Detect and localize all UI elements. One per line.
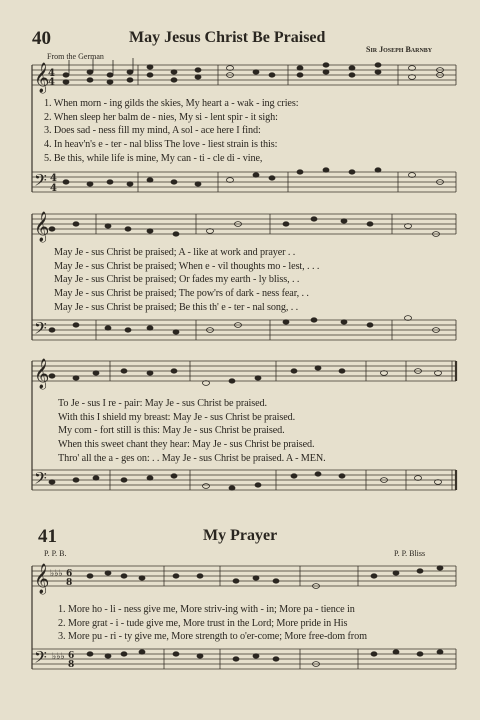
lyric-line: May Je - sus Christ be praised; Or fades my earth - ly bliss, . . [54, 274, 300, 286]
lyric-line: 1. More ho - li - ness give me, More striv-ing with - in; More pa - tience in [58, 604, 355, 615]
svg-text:6: 6 [68, 651, 75, 661]
lyric-line: 4. In heav'n's e - ter - nal bliss The love - liest strain is this: [44, 139, 278, 151]
hymn-number: 41 [38, 526, 57, 547]
lyric-line: 5. Be this, while life is mine, My can - ti - cle di - vine, [44, 152, 263, 164]
svg-text:♭♭♭: ♭♭♭ [52, 652, 65, 662]
svg-text:4: 4 [48, 77, 55, 88]
svg-text:𝄞: 𝄞 [34, 63, 50, 93]
svg-text:♭♭♭: ♭♭♭ [50, 569, 63, 579]
lyric-line: To Je - sus I re - pair: May Je - sus Christ be praised. [58, 398, 267, 409]
lyric-line: 2. More grat - i - tude give me, More trust in the Lord; More pride in His [58, 617, 348, 629]
svg-text:𝄞: 𝄞 [34, 212, 50, 242]
lyric-line: 1. When morn - ing gilds the skies, My heart a - wak - ing cries: [44, 98, 299, 109]
text-source-credit: From the German [47, 52, 104, 61]
svg-text:6: 6 [66, 569, 73, 579]
composer-credit: P. P. Bliss [394, 549, 426, 558]
lyric-line: May Je - sus Christ be praised; When e - vil thoughts mo - lest, . . . [54, 260, 320, 272]
composer-credit: Sir Joseph Barnby [366, 45, 433, 54]
lyric-line: 3. More pu - ri - ty give me, More strength to o'er-come; More free-dom from [58, 631, 367, 643]
svg-text:8: 8 [66, 578, 73, 588]
lyric-line: May Je - sus Christ be praised; A - like at work and prayer . . [54, 247, 296, 258]
lyric-line: 3. Does sad - ness fill my mind, A sol - ace here I find: [44, 125, 261, 137]
svg-text:𝄢: 𝄢 [34, 468, 47, 492]
hymn40-verses-system2 [54, 246, 319, 315]
svg-text:4: 4 [50, 183, 57, 194]
hymn-title: May Jesus Christ Be Praised [129, 29, 326, 46]
hymn41-verses-system1 [58, 603, 367, 644]
svg-text:𝄢: 𝄢 [34, 170, 47, 194]
svg-text:4: 4 [48, 68, 55, 79]
lyric-line: 2. When sleep her balm de - nies, My si - lent spir - it sigh: [44, 111, 278, 123]
hymn-number: 40 [32, 28, 51, 49]
svg-text:𝄞: 𝄞 [34, 359, 50, 389]
hymn40-verses-system3 [58, 397, 326, 466]
lyric-line: With this I shield my breast: May Je - sus Christ be praised. [58, 411, 296, 423]
lyricist-credit: P. P. B. [44, 549, 67, 558]
svg-text:𝄞: 𝄞 [34, 564, 50, 594]
lyric-line: May Je - sus Christ be praised; The pow'rs of dark - ness fear, . . [54, 288, 309, 300]
lyric-line: When this sweet chant they hear: May Je - sus Christ be praised. [58, 439, 315, 451]
hymn-title: My Prayer [203, 527, 278, 544]
svg-text:𝄢: 𝄢 [34, 318, 47, 342]
svg-text:8: 8 [68, 660, 75, 670]
hymn40-verses-system1 [44, 97, 298, 166]
svg-text:𝄢: 𝄢 [34, 647, 47, 671]
lyric-line: My com - fort still is this: May Je - sus Christ be praised. [58, 425, 285, 437]
svg-text:4: 4 [50, 173, 57, 184]
lyric-line: Thro' all the a - ges on: . . May Je - sus Christ be praised. A - MEN. [58, 452, 326, 464]
lyric-line: May Je - sus Christ be praised; Be this th' e - ter - nal song, . . [54, 301, 299, 313]
